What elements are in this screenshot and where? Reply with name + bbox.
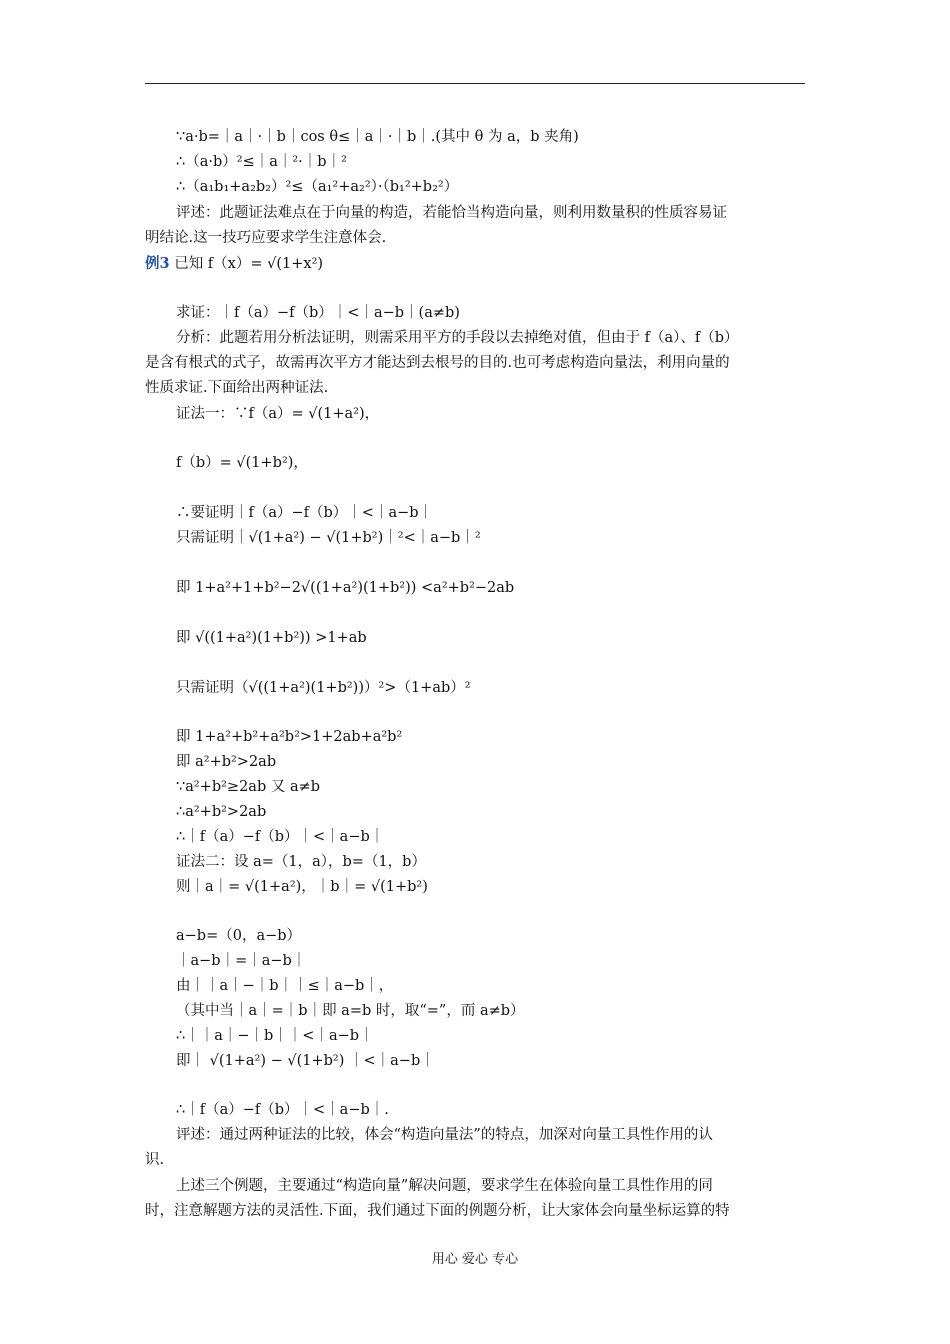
text-line: 即 1+a²+1+b²−2√((1+a²)(1+b²)) <a²+b²−2ab bbox=[176, 580, 515, 596]
text-line: 即｜ √(1+a²) − √(1+b²) ｜<｜a−b｜ bbox=[176, 1053, 435, 1069]
text-line: ∴要证明｜f（a）−f（b）｜<｜a−b｜ bbox=[176, 505, 434, 521]
text-line: ∴｜f（a）−f（b）｜<｜a−b｜ bbox=[176, 829, 385, 845]
text-line: 则｜a｜= √(1+a²)，｜b｜= √(1+b²) bbox=[176, 879, 428, 895]
text-line: ∴｜｜a｜−｜b｜｜<｜a−b｜ bbox=[176, 1028, 374, 1044]
text-line: 评述：此题证法难点在于向量的构造，若能恰当构造向量，则利用数量积的性质容易证 bbox=[176, 205, 727, 221]
example-label: 例3 bbox=[145, 255, 170, 272]
text-line: 即 1+a²+b²+a²b²>1+2ab+a²b² bbox=[176, 729, 403, 745]
text-line: 只需证明｜√(1+a²) − √(1+b²)｜²<｜a−b｜² bbox=[176, 530, 481, 546]
text-line: ｜a−b｜=｜a−b｜ bbox=[176, 953, 307, 969]
text-line: 是含有根式的式子，故需再次平方才能达到去根号的目的.也可考虑构造向量法，利用向量的 bbox=[145, 355, 730, 371]
text-line: 识. bbox=[145, 1152, 165, 1168]
header-rule bbox=[145, 83, 805, 84]
text-line: 即 √((1+a²)(1+b²)) >1+ab bbox=[176, 630, 367, 646]
text-line: ∵a·b=｜a｜·｜b｜cos θ≤｜a｜·｜b｜.(其中 θ 为 a，b 夹角) bbox=[176, 129, 579, 145]
text-line: 性质求证.下面给出两种证法. bbox=[145, 380, 329, 396]
text-line: 例3 已知 f（x）= √(1+x²) bbox=[145, 255, 324, 272]
text-line: a−b=（0，a−b） bbox=[176, 928, 302, 944]
text-line: 只需证明（√((1+a²)(1+b²))）²>（1+ab）² bbox=[176, 680, 471, 696]
text-line: 上述三个例题，主要通过“构造向量”解决问题，要求学生在体验向量工具性作用的同 bbox=[176, 1178, 713, 1194]
text-line: 评述：通过两种证法的比较，体会“构造向量法”的特点，加深对向量工具性作用的认 bbox=[176, 1127, 713, 1143]
text-line: 明结论.这一技巧应要求学生注意体会. bbox=[145, 230, 387, 246]
text-line: 由｜｜a｜−｜b｜｜≤｜a−b｜， bbox=[176, 978, 394, 994]
text-line: ∵a²+b²≥2ab 又 a≠b bbox=[176, 779, 321, 795]
text-line: 求证：｜f（a）−f（b）｜<｜a−b｜(a≠b) bbox=[176, 305, 460, 321]
text-line: ∴（a₁b₁+a₂b₂）²≤（a₁²+a₂²）·（b₁²+b₂²） bbox=[176, 179, 459, 195]
text-line: （其中当｜a｜=｜b｜即 a=b 时，取“=”，而 a≠b） bbox=[176, 1003, 525, 1019]
page-footer: 用心 爱心 专心 bbox=[431, 1252, 519, 1267]
text-line: ∴（a·b）²≤｜a｜²·｜b｜² bbox=[176, 154, 347, 170]
text-line: ∴a²+b²>2ab bbox=[176, 804, 267, 820]
text-line: 证法一：∵f（a）= √(1+a²)， bbox=[176, 406, 380, 422]
text-line: 时，注意解题方法的灵活性.下面，我们通过下面的例题分析，让大家体会向量坐标运算的特 bbox=[145, 1203, 730, 1219]
text-line: ∴｜f（a）−f（b）｜<｜a−b｜. bbox=[176, 1102, 389, 1118]
text-line: 证法二：设 a=（1，a），b=（1，b） bbox=[176, 854, 426, 870]
text-line: 分析：此题若用分析法证明，则需采用平方的手段以去掉绝对值，但由于 f（a）、f（b） bbox=[176, 330, 739, 346]
text-line: 即 a²+b²>2ab bbox=[176, 754, 277, 770]
text-line: f（b）= √(1+b²)， bbox=[176, 455, 308, 471]
